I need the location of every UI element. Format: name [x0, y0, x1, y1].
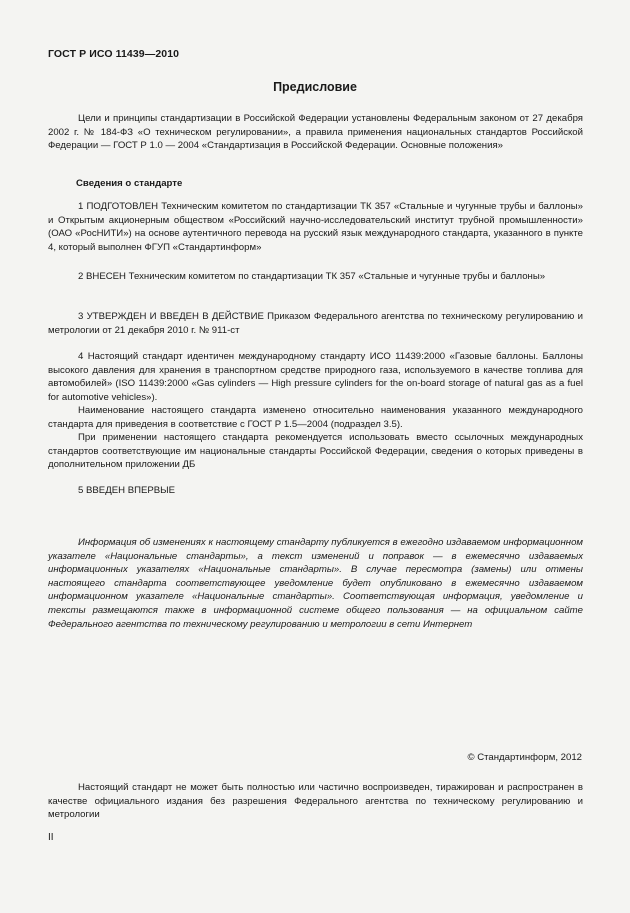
- change-notice: Информация об изменениях к настоящему стандарту публикуется в ежегодно издаваемом информационном указателе «Национальные стандарты», а текст изменений и поправок — в ежемесячно издаваемых информационных указателях «Национальные стандарты». В случае пересмотра (замены) или отмены настоящего стандарта соответствующее уведомление будет опубликовано в ежемесячно издаваемом информационном указателе «Национальные стандарты». Соответствующая информация, уведомление и тексты размещаются также в информационной системе общего пользования — на официальном сайте Федерального агентства по техническому регулированию и метрологии в сети Интернет: [48, 537, 583, 630]
- page-number: II: [48, 832, 54, 843]
- item-1: 1 ПОДГОТОВЛЕН Техническим комитетом по стандартизации ТК 357 «Стальные и чугунные трубы и баллоны» и Открытым акционерным обществом «Российский научно-исследовательский институт трубной промышленности» (ОАО «РосНИТИ») на основе аутентичного перевода на русский язык международного стандарта, указанного в пункте 4, который выполнен ФГУП «Стандартинформ»: [48, 201, 583, 253]
- section-heading: Сведения о стандарте: [76, 178, 183, 189]
- item-3: 3 УТВЕРЖДЕН И ВВЕДЕН В ДЕЙСТВИЕ Приказом Федерального агентства по техническому регулированию и метрологии от 21 декабря 2010 г. № 911-ст: [48, 311, 583, 336]
- document-code: ГОСТ Р ИСО 11439—2010: [48, 48, 180, 60]
- item-4-note-references: При применении настоящего стандарта рекомендуется использовать вместо ссылочных международных стандартов соответствующие им национальные стандарты Российской Федерации, сведения о которых приведены в дополнительном приложении ДБ: [48, 432, 583, 471]
- reproduction-notice: Настоящий стандарт не может быть полностью или частично воспроизведен, тиражирован и распространен в качестве официального издания без разрешения Федерального агентства по техническому регулированию и метрологии: [48, 782, 583, 821]
- item-4: 4 Настоящий стандарт идентичен международному стандарту ИСО 11439:2000 «Газовые баллоны. Баллоны высокого давления для хранения в транспортном средстве природного газа, используемого в качестве топлива для автомобилей» (ISO 11439:2000 «Gas cylinders — High pressure cylinders for the on-board storage of natural gas as a fuel for automotive vehicles»).: [48, 351, 583, 403]
- item-5: 5 ВВЕДЕН ВПЕРВЫЕ: [78, 485, 176, 496]
- item-2: 2 ВНЕСЕН Техническим комитетом по стандартизации ТК 357 «Стальные и чугунные трубы и баллоны»: [78, 271, 546, 282]
- intro-paragraph: Цели и принципы стандартизации в Российской Федерации установлены Федеральным законом от 27 декабря 2002 г. № 184-ФЗ «О техническом регулировании», а правила применения национальных стандартов Российской Федерации — ГОСТ Р 1.0 — 2004 «Стандартизация в Российской Федерации. Основные положения»: [48, 113, 583, 152]
- copyright-line: © Стандартинформ, 2012: [467, 752, 582, 763]
- page-title: Предисловие: [273, 80, 357, 94]
- item-4-note-title: Наименование настоящего стандарта изменено относительно наименования указанного международного стандарта для приведения в соответствие с ГОСТ Р 1.5—2004 (подраздел 3.5).: [48, 405, 583, 430]
